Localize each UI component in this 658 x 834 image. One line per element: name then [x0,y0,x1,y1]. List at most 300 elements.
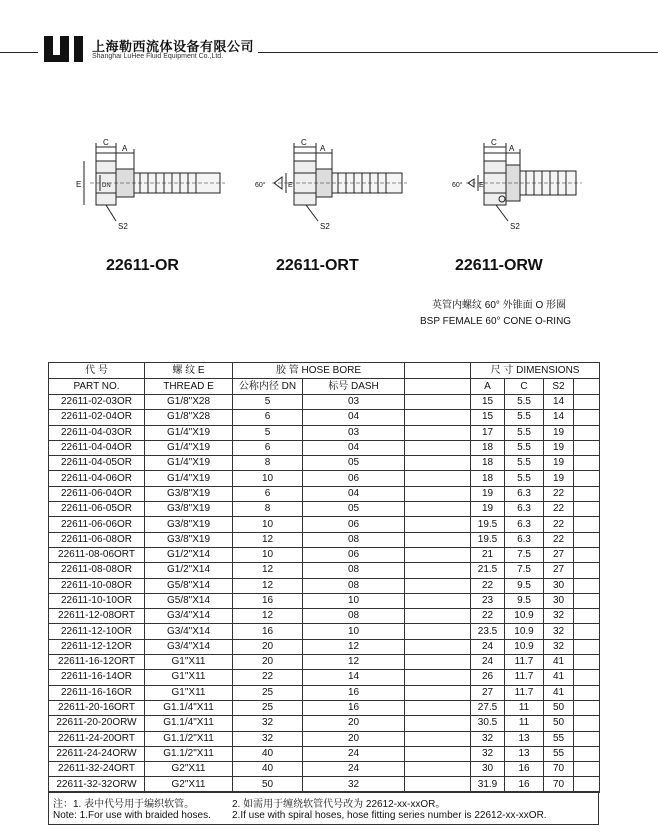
drawing-22611-orw [430,135,590,235]
cell-c: 11 [505,700,544,715]
cell-dn: 10 [233,471,303,486]
cell-c: 5.5 [505,440,544,455]
cell-s2: 19 [544,456,574,471]
cell-c: 6.3 [505,502,544,517]
header-dash: 标号 DASH [303,379,405,395]
cell-dash: 04 [303,410,405,425]
cell-thread: G1/2"X14 [145,563,233,578]
note-2-en: 2.If use with spiral hoses, hose fitting series number is 22612-xx-xxOR. [232,810,547,821]
cell-s2: 50 [544,716,574,731]
cell-part: 22611-16-12ORT [49,655,145,670]
cell-spacer [574,609,600,624]
table-row [49,395,600,410]
table-row [49,746,600,761]
dim-label-dn: DN [102,183,111,189]
cell-spacer [405,700,471,715]
cell-c: 6.3 [505,517,544,532]
cell-dash: 06 [303,517,405,532]
cell-dn: 5 [233,425,303,440]
dim-label-a: A [320,144,326,153]
cell-dash: 06 [303,547,405,562]
cell-spacer [574,777,600,792]
cell-thread: G1"X11 [145,685,233,700]
cell-spacer [405,440,471,455]
header-thread-cn: 螺 纹 E [145,363,233,379]
table-row [49,700,600,715]
cell-a: 21 [471,547,505,562]
description-cn: 英管内螺纹 60° 外锥面 O 形圈 [432,300,567,311]
table-row [49,532,600,547]
cell-part: 22611-04-04OR [49,440,145,455]
cell-dash: 12 [303,639,405,654]
cell-s2: 70 [544,762,574,777]
dim-label-c: C [103,138,109,147]
cell-c: 9.5 [505,578,544,593]
cell-c: 9.5 [505,593,544,608]
dim-label-c: C [301,138,307,147]
note-2-cn: 2. 如需用于缠绕软管代号改为 22612-xx-xxOR。 [232,799,446,810]
cell-spacer [405,456,471,471]
cell-a: 17 [471,425,505,440]
cell-a: 18 [471,471,505,486]
cell-thread: G1.1/2"X11 [145,731,233,746]
cell-spacer [405,685,471,700]
cell-dash: 03 [303,425,405,440]
cell-a: 32 [471,746,505,761]
table-row [49,593,600,608]
table-row [49,624,600,639]
cell-part: 22611-20-16ORT [49,700,145,715]
cell-spacer [574,670,600,685]
cell-dash: 04 [303,440,405,455]
cell-part: 22611-20-20ORW [49,716,145,731]
dim-label-e: E [76,180,82,189]
cell-c: 10.9 [505,624,544,639]
cell-spacer [405,670,471,685]
cell-a: 19 [471,502,505,517]
cell-dn: 8 [233,456,303,471]
header-rule-left [0,52,38,53]
cell-spacer [405,639,471,654]
cell-spacer [405,746,471,761]
header-rule-right [258,52,658,53]
table-header-row-1 [49,363,600,379]
header-a: A [471,379,505,395]
cell-thread: G1/4"X19 [145,440,233,455]
dim-label-s2: S2 [118,222,128,231]
cell-part: 22611-04-06OR [49,471,145,486]
cell-dash: 04 [303,486,405,501]
cell-c: 16 [505,762,544,777]
cell-spacer [405,777,471,792]
note-1-en: Note: 1.For use with braided hoses. [53,810,211,821]
cell-thread: G1/8"X28 [145,395,233,410]
cell-s2: 22 [544,486,574,501]
cell-dn: 8 [233,502,303,517]
cell-dash: 12 [303,655,405,670]
cell-a: 22 [471,578,505,593]
cell-spacer [405,563,471,578]
table-row [49,777,600,792]
cell-spacer [405,655,471,670]
cell-thread: G1/4"X19 [145,425,233,440]
model-label-22611-ort: 22611-ORT [276,257,359,274]
header-spacer [574,379,600,395]
cell-part: 22611-10-08OR [49,578,145,593]
cell-part: 22611-08-08OR [49,563,145,578]
cell-s2: 55 [544,746,574,761]
cell-dn: 10 [233,547,303,562]
cell-spacer [405,578,471,593]
cell-thread: G1"X11 [145,655,233,670]
cell-spacer [574,624,600,639]
cell-s2: 27 [544,547,574,562]
header-s2: S2 [544,379,574,395]
table-row [49,578,600,593]
table-header-row-2 [49,379,600,395]
cell-dash: 16 [303,685,405,700]
cell-dn: 6 [233,440,303,455]
cell-part: 22611-16-16OR [49,685,145,700]
table-row [49,425,600,440]
cell-a: 30 [471,762,505,777]
cell-a: 18 [471,440,505,455]
cell-dash: 32 [303,777,405,792]
cell-part: 22611-24-20ORT [49,731,145,746]
cell-s2: 30 [544,593,574,608]
dim-label-a: A [509,144,515,153]
cell-spacer [574,410,600,425]
cell-thread: G3/8"X19 [145,532,233,547]
cell-dn: 16 [233,593,303,608]
cell-spacer [405,731,471,746]
cell-spacer [574,762,600,777]
cell-part: 22611-16-14OR [49,670,145,685]
table-row [49,655,600,670]
dim-label-angle: 60° [452,182,463,189]
cell-part: 22611-32-24ORT [49,762,145,777]
cell-spacer [405,486,471,501]
cell-spacer [574,547,600,562]
cell-thread: G3/4"X14 [145,639,233,654]
cell-s2: 32 [544,624,574,639]
cell-dash: 08 [303,563,405,578]
cell-spacer [574,486,600,501]
cell-thread: G3/8"X19 [145,517,233,532]
cell-a: 32 [471,731,505,746]
header-hose-bore: 胶 管 HOSE BORE [233,363,405,379]
cell-s2: 22 [544,517,574,532]
table-row [49,563,600,578]
cell-s2: 50 [544,700,574,715]
table-row [49,639,600,654]
cell-part: 22611-06-04OR [49,486,145,501]
cell-spacer [405,624,471,639]
cell-spacer [574,471,600,486]
cell-dn: 6 [233,486,303,501]
cell-s2: 19 [544,440,574,455]
cell-spacer [574,395,600,410]
header-part-en: PART NO. [49,379,145,395]
cell-spacer [574,517,600,532]
cell-c: 5.5 [505,456,544,471]
cell-s2: 32 [544,609,574,624]
cell-a: 22 [471,609,505,624]
cell-spacer [574,456,600,471]
table-row [49,731,600,746]
cell-spacer [574,731,600,746]
cell-thread: G1"X11 [145,670,233,685]
cell-dn: 22 [233,670,303,685]
cell-dash: 16 [303,700,405,715]
cell-s2: 27 [544,563,574,578]
cell-dn: 32 [233,716,303,731]
cell-part: 22611-06-06OR [49,517,145,532]
cell-a: 18 [471,456,505,471]
cell-part: 22611-04-05OR [49,456,145,471]
header-dn: 公称内径 DN [233,379,303,395]
drawing-22611-or [70,135,230,235]
cell-part: 22611-06-08OR [49,532,145,547]
cell-dash: 08 [303,532,405,547]
cell-spacer [574,440,600,455]
cell-part: 22611-06-05OR [49,502,145,517]
cell-spacer [574,502,600,517]
cell-part: 22611-02-04OR [49,410,145,425]
cell-s2: 22 [544,532,574,547]
cell-spacer [405,410,471,425]
cell-c: 16 [505,777,544,792]
cell-dn: 20 [233,639,303,654]
note-1-cn: 注：1. 表中代号用于编织软管。 [53,799,195,810]
cell-thread: G3/4"X14 [145,609,233,624]
dim-label-e: E [288,182,293,189]
cell-spacer [405,762,471,777]
model-label-22611-or: 22611-OR [106,257,179,274]
cell-a: 26 [471,670,505,685]
header-c: C [505,379,544,395]
cell-thread: G1/4"X19 [145,471,233,486]
cell-dash: 08 [303,609,405,624]
cell-dash: 20 [303,716,405,731]
cell-dn: 12 [233,578,303,593]
table-row [49,410,600,425]
cell-dash: 08 [303,578,405,593]
cell-spacer [574,700,600,715]
cell-c: 5.5 [505,410,544,425]
cell-a: 19.5 [471,532,505,547]
header-thread-en: THREAD E [145,379,233,395]
cell-c: 13 [505,731,544,746]
cell-dn: 10 [233,517,303,532]
cell-s2: 41 [544,670,574,685]
cell-thread: G5/8"X14 [145,593,233,608]
description-en: BSP FEMALE 60° CONE O-RING [420,316,572,327]
table-row [49,762,600,777]
cell-s2: 30 [544,578,574,593]
cell-c: 7.5 [505,547,544,562]
cell-c: 11.7 [505,685,544,700]
cell-part: 22611-32-32ORW [49,777,145,792]
dim-label-angle: 60° [255,182,266,189]
cell-dash: 20 [303,731,405,746]
cell-dash: 24 [303,746,405,761]
cell-a: 19.5 [471,517,505,532]
cell-spacer [574,532,600,547]
cell-dash: 03 [303,395,405,410]
cell-part: 22611-24-24ORW [49,746,145,761]
cell-s2: 55 [544,731,574,746]
cell-s2: 19 [544,471,574,486]
company-name-en: Shanghai LuHee Fluid Equipment Co.,Ltd. [92,53,224,60]
cell-s2: 32 [544,639,574,654]
cell-part: 22611-12-12OR [49,639,145,654]
dim-label-s2: S2 [510,222,520,231]
cell-dn: 5 [233,395,303,410]
dim-label-c: C [491,138,497,147]
cell-c: 6.3 [505,532,544,547]
cell-thread: G1/8"X28 [145,410,233,425]
cell-s2: 14 [544,395,574,410]
cell-dash: 10 [303,593,405,608]
cell-dash: 14 [303,670,405,685]
cell-dash: 06 [303,471,405,486]
table-row [49,502,600,517]
model-label-22611-orw: 22611-ORW [455,257,543,274]
cell-spacer [574,593,600,608]
cell-dn: 50 [233,777,303,792]
table-row [49,471,600,486]
cell-a: 30.5 [471,716,505,731]
cell-c: 11.7 [505,655,544,670]
cell-dash: 10 [303,624,405,639]
cell-c: 5.5 [505,395,544,410]
cell-dn: 6 [233,410,303,425]
cell-a: 31.9 [471,777,505,792]
cell-s2: 41 [544,685,574,700]
cell-a: 23.5 [471,624,505,639]
table-row [49,609,600,624]
cell-part: 22611-10-10OR [49,593,145,608]
cell-c: 5.5 [505,471,544,486]
cell-dn: 12 [233,532,303,547]
dim-label-s2: S2 [320,222,330,231]
dim-label-a: A [122,144,128,153]
header-dimensions: 尺 寸 DIMENSIONS [471,363,600,379]
cell-a: 27.5 [471,700,505,715]
cell-a: 19 [471,486,505,501]
cell-a: 21.5 [471,563,505,578]
cell-dn: 25 [233,685,303,700]
cell-c: 11.7 [505,670,544,685]
cell-dash: 05 [303,502,405,517]
cell-spacer [405,395,471,410]
cell-spacer [574,655,600,670]
dim-label-e: E [479,182,484,189]
drawing-22611-ort [252,135,412,235]
cell-dash: 05 [303,456,405,471]
cell-c: 6.3 [505,486,544,501]
cell-thread: G1/2"X14 [145,547,233,562]
spec-table [48,362,600,793]
cell-c: 10.9 [505,609,544,624]
cell-spacer [405,502,471,517]
table-row [49,456,600,471]
cell-spacer [574,578,600,593]
cell-a: 24 [471,639,505,654]
cell-spacer [405,593,471,608]
header-spacer [405,363,471,379]
cell-thread: G3/8"X19 [145,502,233,517]
cell-c: 13 [505,746,544,761]
header-part-cn: 代 号 [49,363,145,379]
cell-spacer [405,425,471,440]
cell-dn: 12 [233,609,303,624]
notes-box [48,791,599,825]
cell-part: 22611-08-06ORT [49,547,145,562]
cell-c: 11 [505,716,544,731]
cell-c: 10.9 [505,639,544,654]
cell-a: 23 [471,593,505,608]
cell-spacer [405,471,471,486]
cell-spacer [574,716,600,731]
cell-s2: 14 [544,410,574,425]
cell-thread: G5/8"X14 [145,578,233,593]
table-row [49,517,600,532]
cell-spacer [405,517,471,532]
cell-spacer [405,547,471,562]
cell-spacer [405,716,471,731]
cell-thread: G1.1/2"X11 [145,746,233,761]
cell-s2: 19 [544,425,574,440]
table-row [49,486,600,501]
cell-a: 24 [471,655,505,670]
cell-c: 5.5 [505,425,544,440]
cell-part: 22611-12-08ORT [49,609,145,624]
cell-dn: 20 [233,655,303,670]
cell-c: 7.5 [505,563,544,578]
cell-dn: 25 [233,700,303,715]
cell-thread: G2"X11 [145,777,233,792]
cell-spacer [574,746,600,761]
company-logo [44,36,84,62]
table-row [49,716,600,731]
cell-dn: 40 [233,746,303,761]
cell-a: 27 [471,685,505,700]
table-row [49,685,600,700]
cell-part: 22611-04-03OR [49,425,145,440]
cell-part: 22611-12-10OR [49,624,145,639]
header-spacer [405,379,471,395]
cell-thread: G3/4"X14 [145,624,233,639]
cell-s2: 22 [544,502,574,517]
cell-spacer [574,685,600,700]
cell-dn: 40 [233,762,303,777]
cell-spacer [405,532,471,547]
cell-a: 15 [471,410,505,425]
cell-dn: 16 [233,624,303,639]
cell-thread: G1/4"X19 [145,456,233,471]
cell-s2: 70 [544,777,574,792]
cell-part: 22611-02-03OR [49,395,145,410]
company-name-cn: 上海勒西流体设备有限公司 [92,39,255,54]
cell-spacer [574,639,600,654]
cell-thread: G2"X11 [145,762,233,777]
cell-s2: 41 [544,655,574,670]
table-row [49,670,600,685]
cell-spacer [574,563,600,578]
cell-dn: 32 [233,731,303,746]
